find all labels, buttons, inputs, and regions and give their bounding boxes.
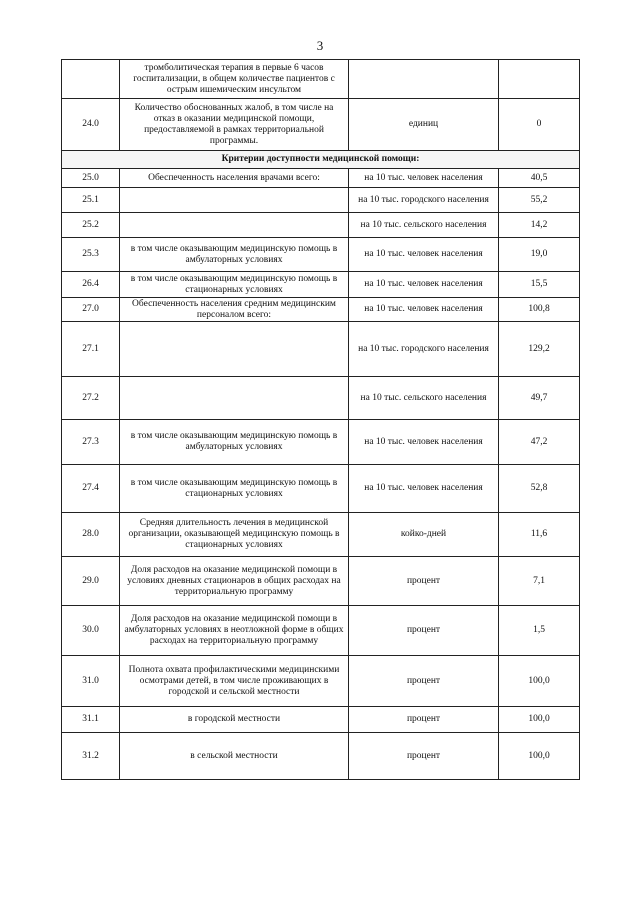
- row-number: 28.0: [62, 513, 120, 557]
- row-number: 27.2: [62, 377, 120, 420]
- row-number: 25.1: [62, 188, 120, 213]
- row-value: 15,5: [499, 272, 580, 298]
- table-row: [62, 606, 580, 656]
- row-unit: процент: [349, 707, 499, 733]
- row-value: 100,8: [499, 298, 580, 322]
- row-value: 100,0: [499, 656, 580, 707]
- row-value: 14,2: [499, 213, 580, 238]
- row-number: 31.0: [62, 656, 120, 707]
- row-value: 100,0: [499, 707, 580, 733]
- section-title: Критерии доступности медицинской помощи:: [62, 151, 580, 169]
- row-indicator: [120, 377, 349, 420]
- row-indicator: Средняя длительность лечения в медицинской организации, оказывающей медицинскую помощь в стационарных условиях: [120, 513, 349, 557]
- row-number: [62, 60, 120, 99]
- row-indicator: в том числе оказывающим медицинскую помощь в амбулаторных условиях: [120, 420, 349, 465]
- table-row: [62, 99, 580, 151]
- row-unit: на 10 тыс. сельского населения: [349, 213, 499, 238]
- row-number: 24.0: [62, 99, 120, 151]
- row-unit: на 10 тыс. сельского населения: [349, 377, 499, 420]
- row-value: 52,8: [499, 465, 580, 513]
- row-unit: на 10 тыс. человек населения: [349, 238, 499, 272]
- row-unit: процент: [349, 656, 499, 707]
- row-number: 25.0: [62, 169, 120, 188]
- row-number: 31.2: [62, 733, 120, 780]
- row-indicator: Доля расходов на оказание медицинской помощи в условиях дневных стационаров в общих расходах на территориальную программу: [120, 557, 349, 606]
- row-value: 47,2: [499, 420, 580, 465]
- section-header-row: [62, 151, 580, 169]
- row-value: 49,7: [499, 377, 580, 420]
- table-row: [62, 60, 580, 99]
- row-value: 7,1: [499, 557, 580, 606]
- row-value: 40,5: [499, 169, 580, 188]
- table-row: [62, 420, 580, 465]
- row-unit: на 10 тыс. человек населения: [349, 169, 499, 188]
- row-indicator: в том числе оказывающим медицинскую помощь в стационарных условиях: [120, 465, 349, 513]
- table-row: [62, 238, 580, 272]
- row-unit: койко-дней: [349, 513, 499, 557]
- row-number: 27.0: [62, 298, 120, 322]
- page-number: 3: [316, 38, 324, 53]
- row-indicator: в том числе оказывающим медицинскую помощь в амбулаторных условиях: [120, 238, 349, 272]
- row-unit: процент: [349, 557, 499, 606]
- table-row: [62, 322, 580, 377]
- table-row: [62, 557, 580, 606]
- row-number: 29.0: [62, 557, 120, 606]
- row-value: 1,5: [499, 606, 580, 656]
- row-indicator: [120, 322, 349, 377]
- table-row: [62, 656, 580, 707]
- row-unit: единиц: [349, 99, 499, 151]
- row-number: 30.0: [62, 606, 120, 656]
- row-unit: процент: [349, 733, 499, 780]
- table-row: [62, 298, 580, 322]
- row-number: 25.2: [62, 213, 120, 238]
- row-indicator: [120, 188, 349, 213]
- row-unit: процент: [349, 606, 499, 656]
- row-value: 19,0: [499, 238, 580, 272]
- row-number: 27.3: [62, 420, 120, 465]
- row-number: 27.4: [62, 465, 120, 513]
- row-number: 31.1: [62, 707, 120, 733]
- row-indicator: в городской местности: [120, 707, 349, 733]
- row-unit: на 10 тыс. человек населения: [349, 298, 499, 322]
- row-indicator: Доля расходов на оказание медицинской помощи в амбулаторных условиях в неотложной форме в общих расходах на территориальную программу: [120, 606, 349, 656]
- row-value: 11,6: [499, 513, 580, 557]
- table-row: [62, 169, 580, 188]
- row-indicator: [120, 213, 349, 238]
- row-indicator: Количество обоснованных жалоб, в том числе на отказ в оказании медицинской помощи, предоставляемой в рамках территориальной программы.: [120, 99, 349, 151]
- row-value: 100,0: [499, 733, 580, 780]
- row-unit: на 10 тыс. городского населения: [349, 322, 499, 377]
- table-row: [62, 733, 580, 780]
- criteria-table: [61, 59, 580, 780]
- table-row: [62, 188, 580, 213]
- row-value: 0: [499, 99, 580, 151]
- row-number: 26.4: [62, 272, 120, 298]
- row-unit: на 10 тыс. человек населения: [349, 420, 499, 465]
- table-row: [62, 465, 580, 513]
- table-row: [62, 707, 580, 733]
- row-indicator: Полнота охвата профилактическими медицинскими осмотрами детей, в том числе проживающих в городской и сельской местности: [120, 656, 349, 707]
- row-unit: на 10 тыс. городского населения: [349, 188, 499, 213]
- row-indicator: в том числе оказывающим медицинскую помощь в стационарных условиях: [120, 272, 349, 298]
- row-value: [499, 60, 580, 99]
- table-row: [62, 213, 580, 238]
- row-number: 27.1: [62, 322, 120, 377]
- row-value: 55,2: [499, 188, 580, 213]
- row-unit: на 10 тыс. человек населения: [349, 465, 499, 513]
- row-value: 129,2: [499, 322, 580, 377]
- row-indicator: Обеспеченность населения врачами всего:: [120, 169, 349, 188]
- row-indicator: в сельской местности: [120, 733, 349, 780]
- table-row: [62, 377, 580, 420]
- row-indicator: Обеспеченность населения средним медицинским персоналом всего:: [120, 298, 349, 322]
- row-indicator: тромболитическая терапия в первые 6 часов госпитализации, в общем количестве пациентов с острым ишемическим инсультом: [120, 60, 349, 99]
- table-row: [62, 272, 580, 298]
- row-unit: [349, 60, 499, 99]
- table-row: [62, 513, 580, 557]
- row-number: 25.3: [62, 238, 120, 272]
- row-unit: на 10 тыс. человек населения: [349, 272, 499, 298]
